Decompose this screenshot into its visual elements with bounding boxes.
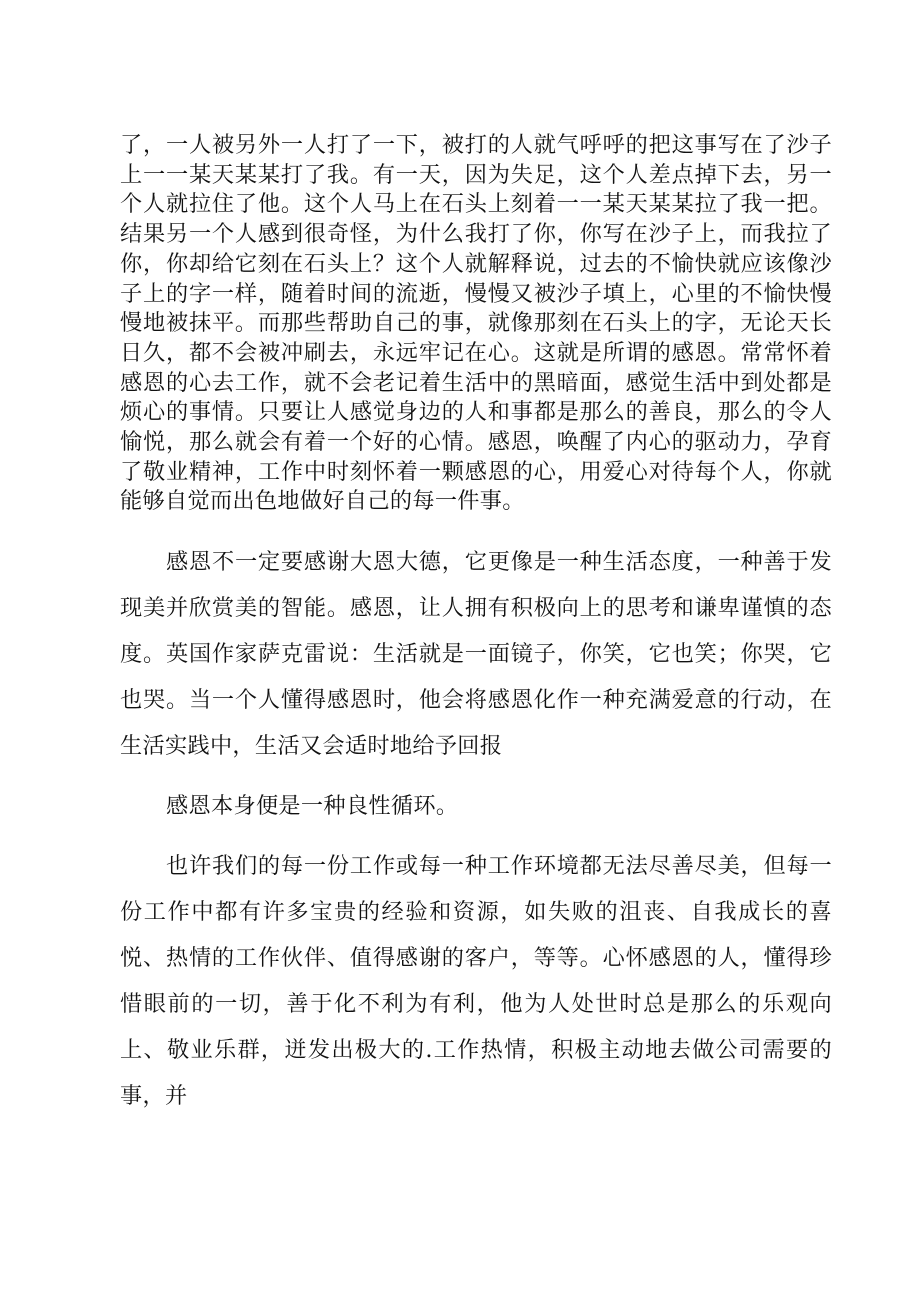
paragraph-3: 感恩本身便是一种良性循环。 — [166, 793, 459, 820]
paragraph-1: 了，一人被另外一人打了一下，被打的人就气呼呼的把这事写在了沙子上一一某天某某打了我。有一天，因为失足，这个人差点掉下去，另一个人就拉住了他。这个人马上在石头上刻着一一某天某某拉了我一把。结果另一个人感到很奇怪，为什么我打了你，你写在沙子上，而我拉了你，你却给它刻在石头上？这个人就解释说，过去的不愉快就应该像沙子上的字一样，随着时间的流逝，慢慢又被沙子填上，心里的不愉快慢慢地被抹平。而那些帮助自己的事，就像那刻在石头上的字，无论天长日久，都不会被冲刷去，永远牢记在心。这就是所谓的感恩。常常怀着感恩的心去工作，就不会老记着生活中的黑暗面，感觉生活中到处都是烦心的事情。只要让人感觉身边的人和事都是那么的善良，那么的令人愉悦，那么就会有着一个好的心情。感恩，唤醒了内心的驱动力，孕育了敬业精神，工作中时刻怀着一颗感恩的心，用爱心对待每个人，你就能够自觉而出色地做好自己的每一件事。 — [120, 132, 832, 515]
document-body — [120, 131, 832, 1119]
paragraph-2: 感恩不一定要感谢大恩大德，它更像是一种生活态度，一种善于发现美并欣赏美的智能。感恩，让人拥有积极向上的思考和谦卑谨慎的态度。英国作家萨克雷说：生活就是一面镜子，你笑，它也笑；你哭，它也哭。当一个人懂得感恩时，他会将感恩化作一种充满爱意的行动，在生活实践中，生活又会适时地给予回报 — [120, 549, 832, 760]
paragraph-4: 也许我们的每一份工作或每一种工作环境都无法尽善尽美，但每一份工作中都有许多宝贵的经验和资源，如失败的沮丧、自我成长的喜悦、热情的工作伙伴、值得感谢的客户，等等。心怀感恩的人，懂得珍惜眼前的一切，善于化不利为有利，他为人处世时总是那么的乐观向上、敬业乐群，迸发出极大的.工作热情，积极主动地去做公司需要的事，并 — [120, 853, 832, 1110]
